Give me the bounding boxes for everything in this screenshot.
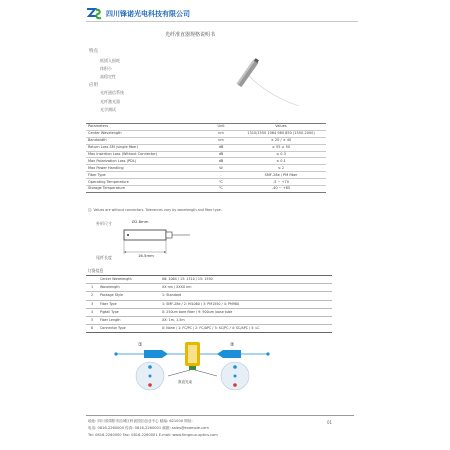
application-item: 光纤通信系统 [100, 90, 124, 95]
length-value: 16.5mm [138, 253, 154, 258]
table-row: Max Insertion Loss (Without Connector) dB ≤ 0.3 [86, 151, 326, 158]
dimensions-label: 外形尺寸 [96, 221, 112, 226]
ordering-table [86, 275, 332, 333]
diameter-value: Ø2.8mm [132, 219, 149, 224]
table-row: Max Power Handling W ≤ 2 [86, 165, 326, 172]
table-row: 4 Pigtail Type 0: 250um bare fiber / 9: 900um loose tube [86, 308, 332, 316]
applications-heading: 应用 [89, 83, 98, 88]
footer-divider [86, 415, 354, 416]
fiber-length-label: 尾纤长度 [96, 255, 112, 260]
features-heading: 特点 [89, 49, 98, 54]
collimator-pair-diagram [110, 336, 275, 396]
table-row: 3 Fiber Type 1: SMF-28e / 2: HI1060 / 3: PM1550 / 4: PM980 [86, 300, 332, 308]
header-divider [86, 21, 358, 22]
feature-item: 高稳定性 [100, 74, 116, 79]
company-logo-icon [86, 6, 102, 20]
table-row: 5 Fiber Length XX: 1m, 1.5m [86, 316, 332, 324]
table-row: Parameters Unit Values [86, 124, 326, 131]
table-row: Fiber Type - SMF-28e / PM fiber [86, 172, 326, 179]
application-item: 光学测试 [100, 107, 116, 112]
application-item: 光纤激光器 [100, 99, 120, 104]
table-row: Return Loss SM (single fiber) dB ≥ 55 ≥ 50 [86, 144, 326, 151]
table-row: Operating Temperature ℃ -5 ~ +70 [86, 179, 326, 186]
table-row: Max Polarization Loss (PDL) dB ≤ 0.1 [86, 158, 326, 165]
table-row: Storage Temperature ℃ -40 ~ +85 [86, 186, 326, 193]
specifications-table [86, 123, 326, 193]
footer-phone: 电话: 0816-2260000 传真: 0816-2260001 邮箱: sales@example.com [88, 426, 209, 430]
table-row: 6 Connector Type 0: None / 1: FC/PC / 2: FC/APC / 3: SC/PC / 4: SC/APC / 5: LC [86, 325, 332, 333]
footer-contact: Tel: 0816-2260000 Fax: 0816-2260001 E-mail: www.fengnuo-optics.com [88, 433, 218, 437]
collimator-dimension-drawing [118, 224, 198, 260]
table-row: Center Wavelength nm 1310/1550 1064 980 850 (1550-2000) [86, 130, 326, 137]
table-row: 2 Package Style 1: Standard [86, 292, 332, 300]
diagram-center-label: 准直光束 [178, 380, 192, 384]
collimator-product-image [229, 56, 309, 112]
port-2-label: ② [230, 342, 235, 348]
feature-item: 低插入损耗 [100, 58, 120, 63]
table-row: 1 Wavelength XX nm / XXXX nm [86, 284, 332, 292]
footer-address: 地址: 四川省绵阳市涪城区科创园区创业中心 邮编: 621000 网址: [88, 419, 193, 423]
page-number: 01 [327, 420, 333, 425]
ordering-title: 订货信息 [88, 268, 104, 273]
table-row: Bandwidth nm ± 20 / ± 40 [86, 137, 326, 144]
port-1-label: ① [138, 342, 143, 348]
document-title: 光纤准直器规格说明书 [165, 32, 216, 38]
table-row: Center Wavelength 06: 1064 / 13: 1310 / 15: 1550 [86, 276, 332, 284]
spec-note: 注: Values are without connectors. Tolerances vary by wavelength and fiber type. [88, 208, 222, 212]
feature-item: 体积小 [100, 66, 112, 71]
company-name: 四川锋诺光电科技有限公司 [106, 10, 190, 18]
